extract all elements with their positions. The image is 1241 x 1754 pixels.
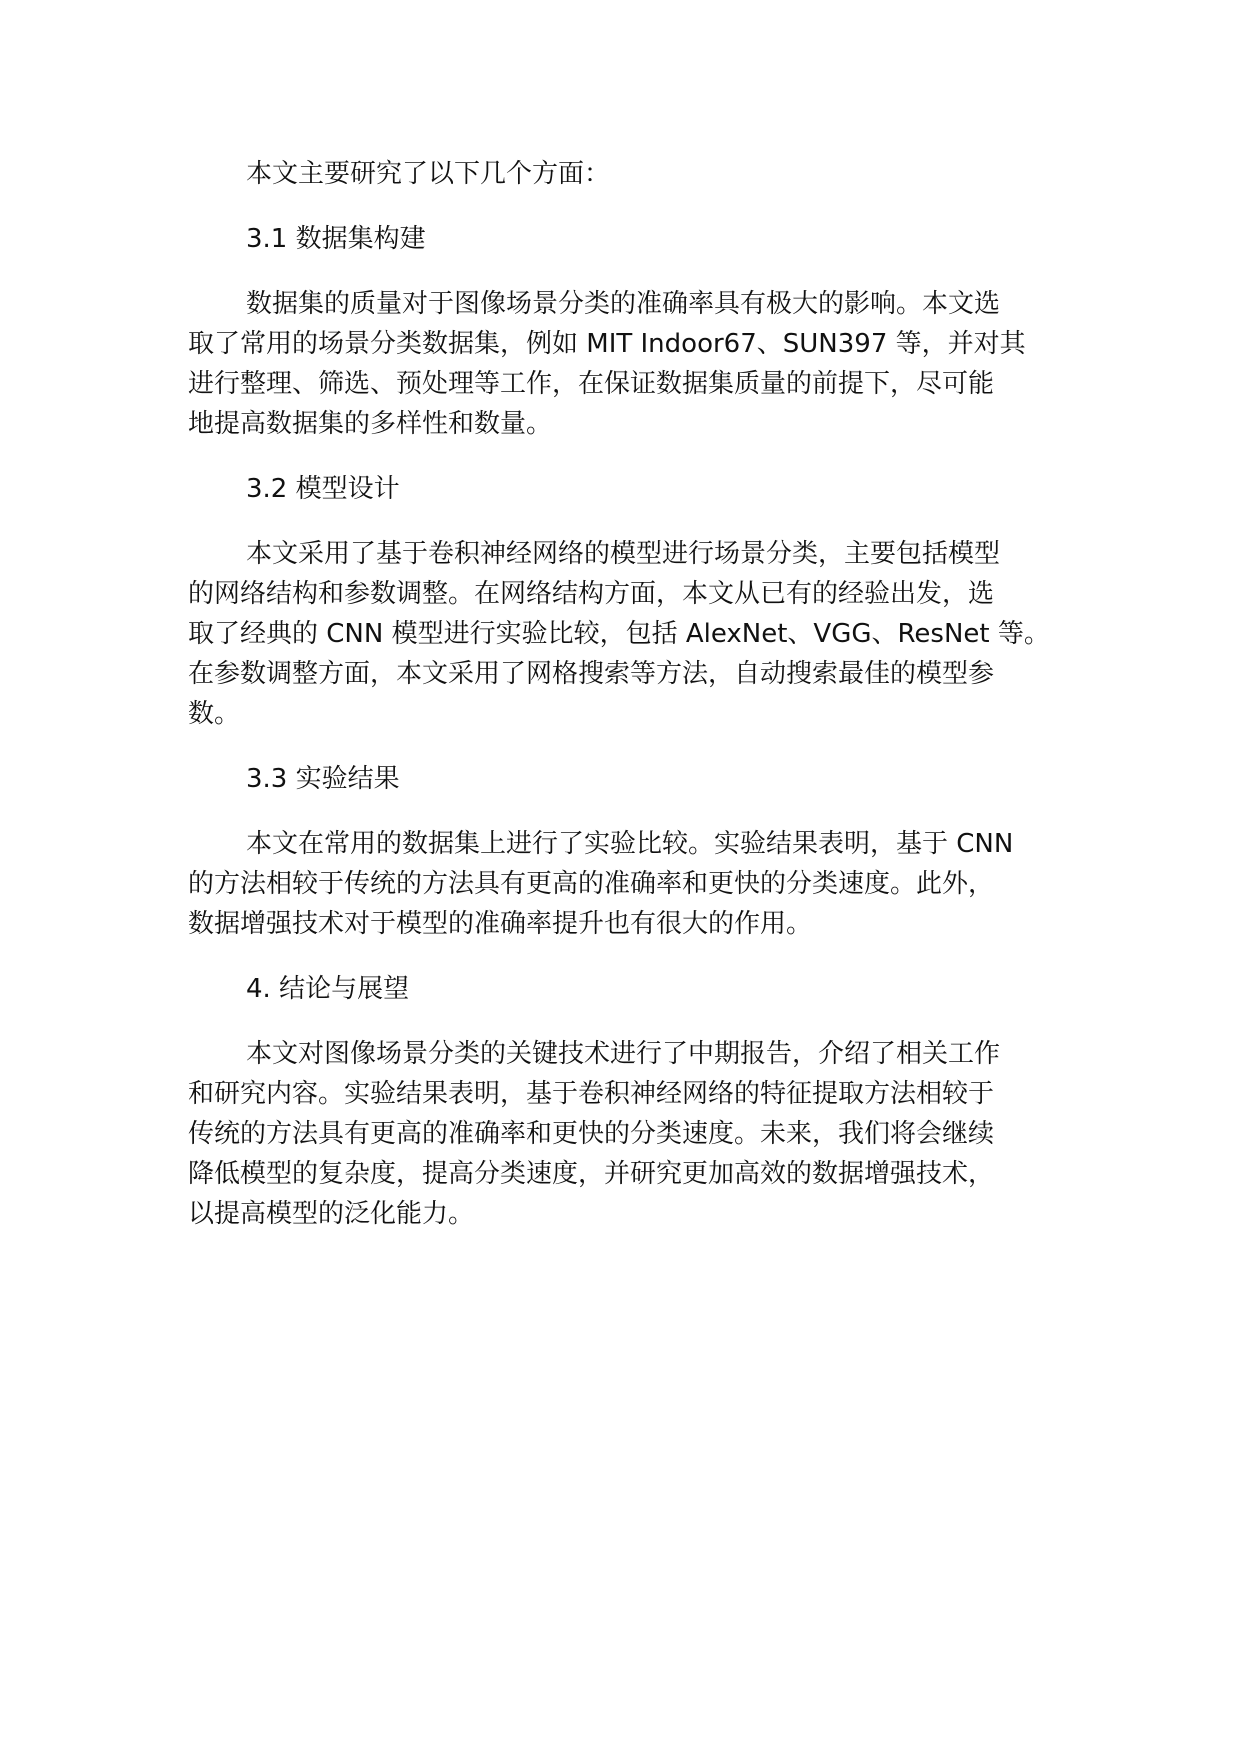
section-paragraph-3-1 — [188, 284, 1038, 444]
document-body — [188, 154, 1050, 1234]
section-paragraph-3-2 — [188, 534, 1050, 734]
paragraph-line: 和研究内容。实验结果表明，基于卷积神经网络的特征提取方法相较于 — [188, 1079, 995, 1109]
paragraph-line: 本文在常用的数据集上进行了实验比较。实验结果表明，基于 CNN — [246, 829, 1014, 859]
paragraph-line: 取了常用的场景分类数据集，例如 MIT Indoor67、SUN397 等，并对其 — [188, 329, 1026, 359]
section-heading-3-3: 3.3 实验结果 — [246, 764, 400, 794]
paragraph-line: 本文对图像场景分类的关键技术进行了中期报告，介绍了相关工作 — [246, 1039, 1001, 1069]
section-paragraph-3-3 — [188, 824, 1038, 944]
paragraph-line: 地提高数据集的多样性和数量。 — [188, 409, 553, 439]
intro-text: 本文主要研究了以下几个方面： — [246, 159, 611, 189]
paragraph-line: 取了经典的 CNN 模型进行实验比较，包括 AlexNet、VGG、ResNet 等。 — [188, 619, 1050, 649]
paragraph-line: 本文采用了基于卷积神经网络的模型进行场景分类，主要包括模型 — [246, 539, 1001, 569]
paragraph-line: 在参数调整方面，本文采用了网格搜索等方法，自动搜索最佳的模型参 — [188, 659, 995, 689]
section-heading-3-1: 3.1 数据集构建 — [246, 224, 426, 254]
paragraph-line: 传统的方法具有更高的准确率和更快的分类速度。未来，我们将会继续 — [188, 1119, 995, 1149]
paragraph-line: 以提高模型的泛化能力。 — [188, 1199, 475, 1229]
paragraph-line: 数。 — [188, 699, 241, 729]
section-paragraph-4 — [188, 1034, 1038, 1234]
section-heading-3-2: 3.2 模型设计 — [246, 474, 400, 504]
paragraph-line: 数据增强技术对于模型的准确率提升也有很大的作用。 — [188, 909, 813, 939]
paragraph-line: 降低模型的复杂度，提高分类速度，并研究更加高效的数据增强技术， — [188, 1159, 995, 1189]
paragraph-line: 的方法相较于传统的方法具有更高的准确率和更快的分类速度。此外， — [188, 869, 995, 899]
paragraph-line: 的网络结构和参数调整。在网络结构方面，本文从已有的经验出发，选 — [188, 579, 995, 609]
paragraph-line: 进行整理、筛选、预处理等工作，在保证数据集质量的前提下，尽可能 — [188, 369, 995, 399]
section-heading-4: 4. 结论与展望 — [246, 974, 410, 1004]
paragraph-line: 数据集的质量对于图像场景分类的准确率具有极大的影响。本文选 — [246, 289, 1001, 319]
